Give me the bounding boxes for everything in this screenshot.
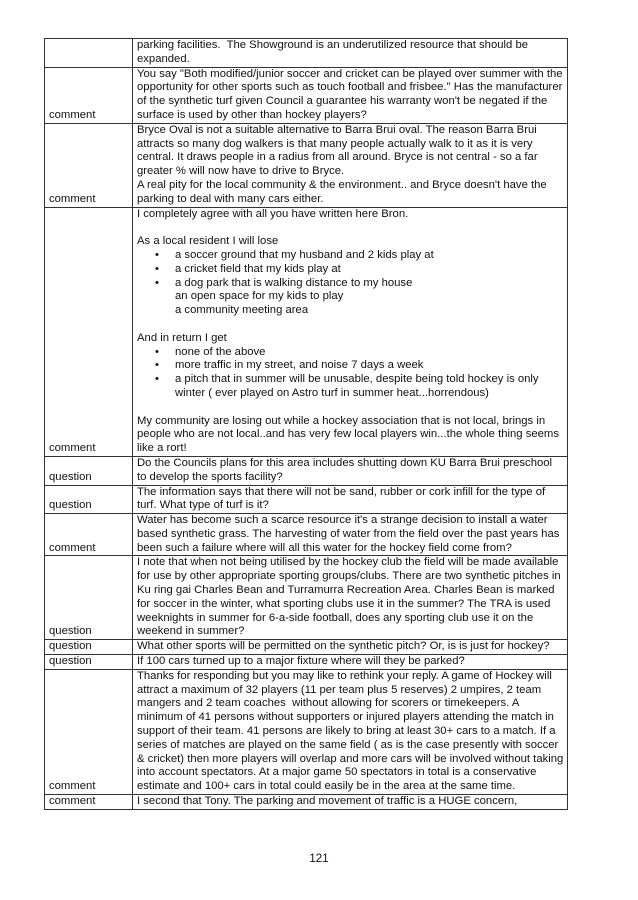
row-text xyxy=(133,485,568,514)
table-row xyxy=(45,669,568,794)
table-row xyxy=(45,795,568,810)
row-text-content: Thanks for responding but you may like to rethink your reply. A game of Hockey will attract a maximum of 32 players (11 per team plus 5 reserves) 2 umpires, 2 team mangers and 2 team coaches without allowing for scorers or timekeepers. A minimum of 41 persons without supporters or injured players attending the match in support of their team. 41 persons are likely to bring at least 30+ cars to a match. If a series of matches are played on the same field ( as is the case presently with soccer & cricket) then more players will overlap and more cars will be involved without taking into account spectators. At a major game 50 spectators in total is a conservative estimate and 100+ cars in total could easily be in the area at the same time. xyxy=(137,669,567,793)
list-continuation: an open space for my kids to play xyxy=(175,290,344,303)
row-text-content: If 100 cars turned up to a major fixture where will they be parked? xyxy=(137,655,465,668)
row-type: question xyxy=(45,655,133,670)
lose-heading: As a local resident I will lose xyxy=(137,235,279,248)
row-text xyxy=(133,795,568,810)
row-type: question xyxy=(45,485,133,514)
row-text xyxy=(133,640,568,655)
table-row xyxy=(45,640,568,655)
page-number: 121 xyxy=(309,853,329,865)
row-text xyxy=(133,67,568,123)
row-type: question xyxy=(45,556,133,640)
row-text-content: What other sports will be permitted on the synthetic pitch? Or, is is just for hockey? xyxy=(137,640,550,653)
table-row xyxy=(45,655,568,670)
row-text xyxy=(133,655,568,670)
row-text xyxy=(133,207,568,456)
row-text xyxy=(133,669,568,794)
row-text-content: Water has become such a scarce resource it's a strange decision to install a water based synthetic grass. The harvesting of water from the field over the past years has been such a failure where will all this water for the hockey field come from? xyxy=(137,514,563,554)
row-type: question xyxy=(45,640,133,655)
get-heading: And in return I get xyxy=(137,331,227,344)
comment-closing: My community are losing out while a hockey association that is not local, brings in people who are not local..and has very few local players win...the whole thing seems like a rort! xyxy=(137,414,563,455)
table-row xyxy=(45,556,568,640)
table-row xyxy=(45,123,568,207)
table-row xyxy=(45,485,568,514)
row-type: comment xyxy=(45,67,133,123)
list-continuation: a community meeting area xyxy=(175,304,309,317)
row-type xyxy=(45,39,133,68)
row-text xyxy=(133,514,568,556)
row-text-content: Do the Councils plans for this area includes shutting down KU Barra Brui preschool to develop the sports facility? xyxy=(137,456,556,483)
row-type: comment xyxy=(45,207,133,456)
row-text xyxy=(133,456,568,485)
list-item: • a soccer ground that my husband and 2 kids play at xyxy=(175,249,564,263)
row-type: comment xyxy=(45,795,133,810)
row-type: comment xyxy=(45,669,133,794)
lose-list xyxy=(137,249,564,290)
row-text-content: parking facilities. The Showground is an underutilized resource that should be expanded. xyxy=(137,39,532,65)
row-text xyxy=(133,123,568,207)
row-text-content: I second that Tony. The parking and movement of traffic is a HUGE concern, xyxy=(137,795,518,808)
get-list xyxy=(137,346,564,401)
list-item: • none of the above xyxy=(175,346,564,360)
table-row xyxy=(45,207,568,456)
feedback-table xyxy=(44,38,568,810)
comment-intro: I completely agree with all you have written here Bron. xyxy=(137,207,409,220)
row-text-content: Bryce Oval is not a suitable alternative to Barra Brui oval. The reason Barra Brui attracts so many dog walkers is that many people actually walk to it as it is very central. It draws people in a radius from all around. Bryce is not central - so a far greater % will now have to drive to Bryce. A real pity for the local community & the environment.. and Bryce doesn't have the parking to deal with many cars either. xyxy=(137,123,547,205)
list-item: • a cricket field that my kids play at xyxy=(175,263,564,277)
row-text-content: You say "Both modified/junior soccer and cricket can be played over summer with the opportunity for other sports such as touch football and frisbee." Has the manufacturer of the synthetic turf given Council a guarantee his warranty won't be negated if the surface is used by other than hockey players? xyxy=(137,67,566,121)
table-row xyxy=(45,514,568,556)
list-item: • more traffic in my street, and noise 7 days a week xyxy=(175,359,564,373)
row-text-content: I note that when not being utilised by the hockey club the field will be made available for use by other appropriate sporting groups/clubs. There are two synthetic pitches in Ku ring gai Charles Bean and Turramurra Recreation Area. Charles Bean is marked for soccer in the winter, what sporting clubs use it in the summer? The TRA is used weeknights in summer for 6-a-side football, does any sporting club use it on the weekend in summer? xyxy=(137,556,564,638)
table-row xyxy=(45,39,568,68)
list-item: • a dog park that is walking distance to my house xyxy=(175,277,564,291)
row-type: comment xyxy=(45,514,133,556)
row-text xyxy=(133,556,568,640)
row-text-content: The information says that there will not be sand, rubber or cork infill for the type of turf. What type of turf is it? xyxy=(137,485,549,512)
list-item: • a pitch that in summer will be unusable, despite being told hockey is only winter ( ever played on Astro turf in summer heat...horrendous) xyxy=(175,373,564,401)
table-row xyxy=(45,67,568,123)
table-row xyxy=(45,456,568,485)
row-text xyxy=(133,39,568,68)
row-type: comment xyxy=(45,123,133,207)
row-type: question xyxy=(45,456,133,485)
